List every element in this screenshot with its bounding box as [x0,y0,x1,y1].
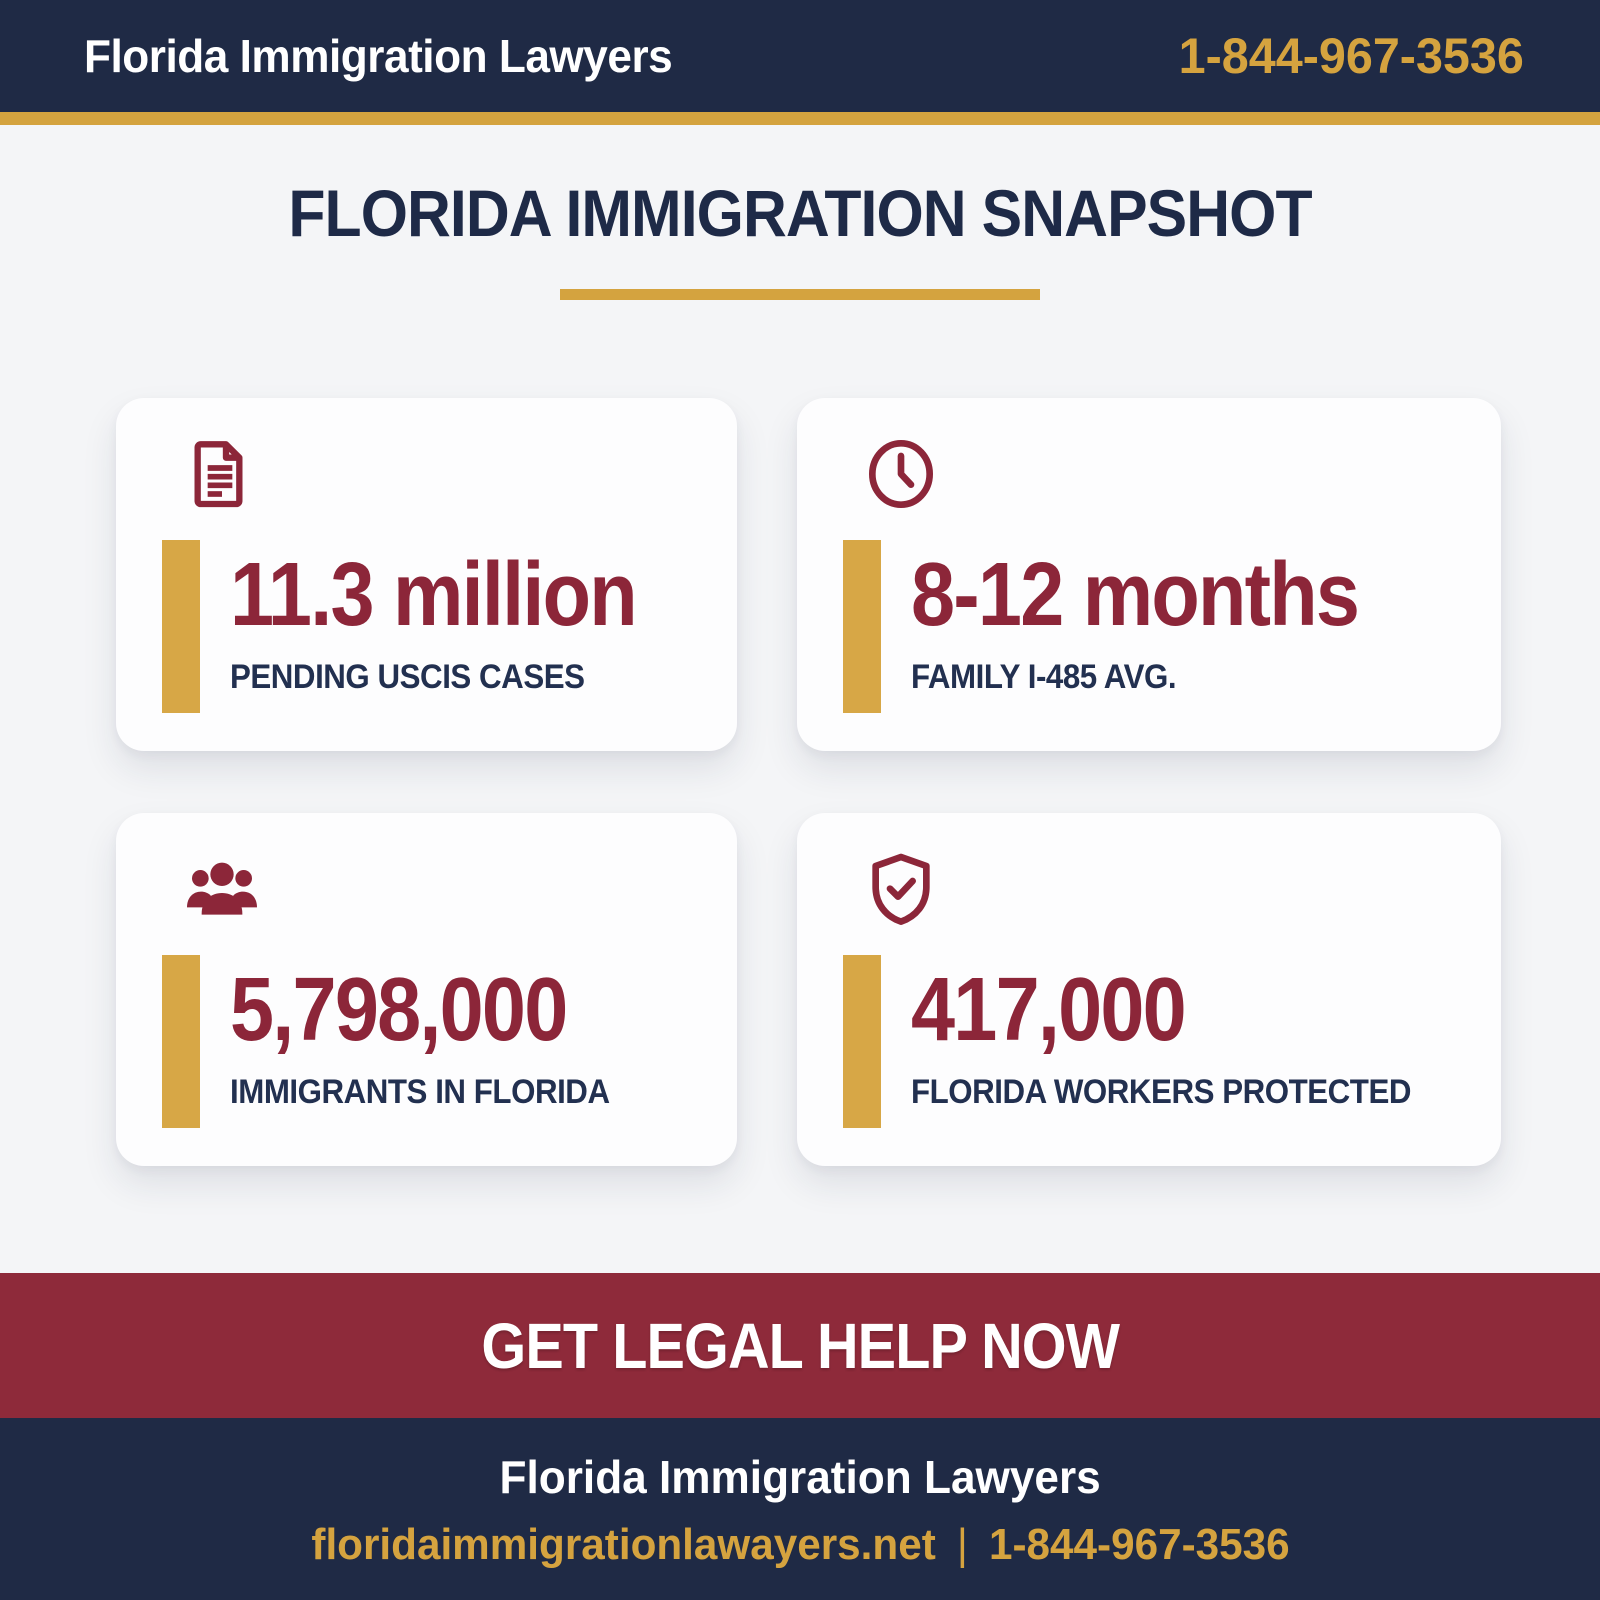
stat-value: 8-12 months [911,545,1359,645]
page-title: FLORIDA IMMIGRATION SNAPSHOT [288,176,1312,250]
footer-contact [311,1520,1289,1570]
title-underline [560,289,1040,300]
people-group-icon [180,849,691,929]
get-legal-help-cta[interactable] [0,1273,1600,1418]
stat-value: 11.3 million [230,545,636,645]
gold-accent-bar [162,955,200,1128]
stat-card-family-i485 [797,398,1500,751]
stat-text [200,955,643,1128]
footer-bar [0,1418,1600,1600]
stat-text [881,955,1454,1128]
document-icon [180,434,691,514]
clock-icon [861,434,1454,514]
stat-row [843,955,1454,1128]
header-brand: Florida Immigration Lawyers [84,30,673,82]
cta-label: GET LEGAL HELP NOW [481,1309,1119,1382]
stat-card-pending-cases [116,398,737,751]
main-content [0,125,1600,1273]
stat-label: FLORIDA WORKERS PROTECTED [911,1072,1412,1111]
stat-label: IMMIGRANTS IN FLORIDA [230,1072,610,1111]
stat-row [843,540,1454,713]
stat-card-immigrants [116,813,737,1166]
gold-accent-bar [843,955,881,1128]
stat-cards-grid [0,398,1600,1166]
gold-accent-bar [843,540,881,713]
footer-brand: Florida Immigration Lawyers [499,1451,1101,1503]
stat-row [162,540,691,713]
stat-value: 417,000 [911,959,1186,1060]
header-phone-number[interactable]: 1-844-967-3536 [1178,28,1524,84]
stat-text [200,540,691,713]
stat-card-workers-protected [797,813,1500,1166]
gold-divider [0,112,1600,125]
shield-check-icon [861,849,1454,929]
stat-label: FAMILY I-485 AVG. [911,657,1177,696]
stat-label: PENDING USCIS CASES [230,657,585,696]
footer-separator: | [956,1520,968,1569]
stat-value: 5,798,000 [230,959,567,1060]
header-bar [0,0,1600,112]
gold-accent-bar [162,540,200,713]
stat-text [881,540,1419,713]
stat-row [162,955,691,1128]
footer-website[interactable]: floridaimmigrationlawayers.net [310,1520,936,1569]
footer-phone-number[interactable]: 1-844-967-3536 [988,1520,1290,1569]
